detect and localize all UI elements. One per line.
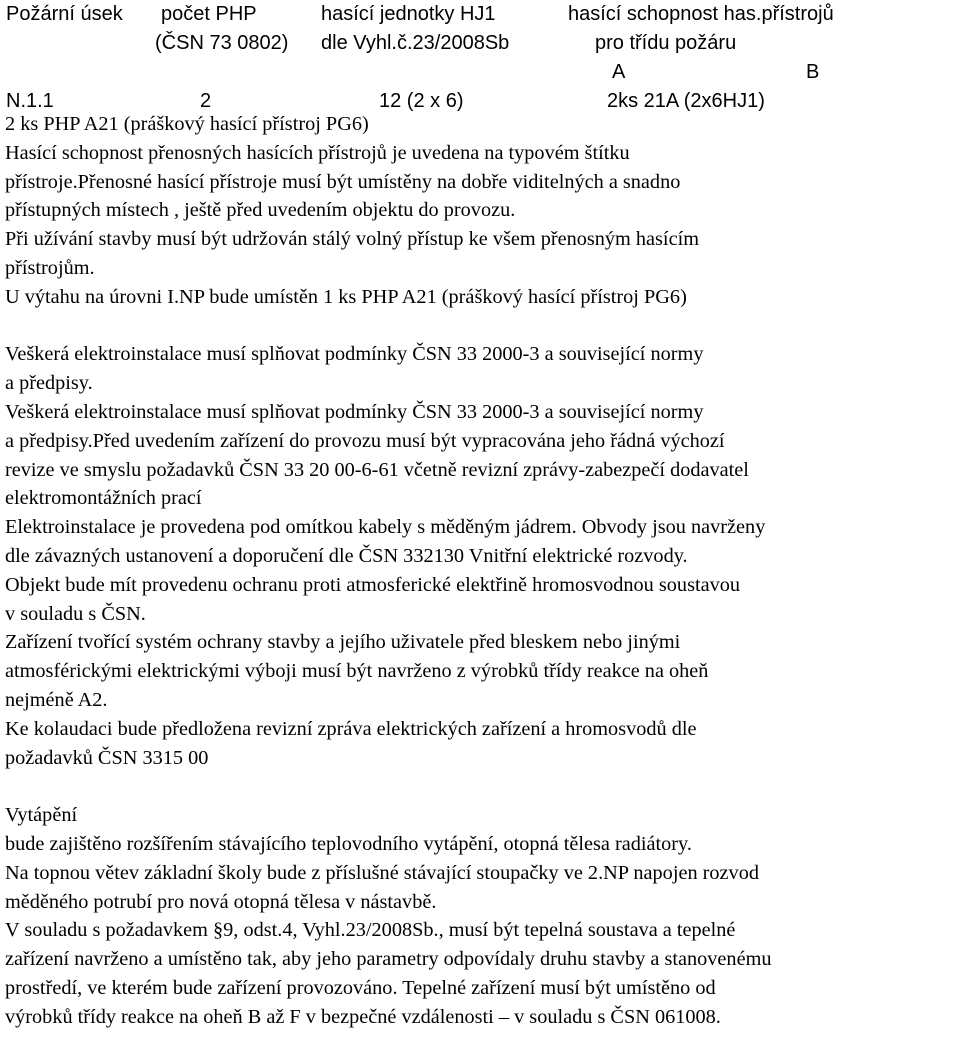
text-line: nejméně A2. <box>5 688 108 711</box>
text-line: Při užívání stavby musí být udržován stálý volný přístup ke všem přenosným hasícím <box>5 228 699 251</box>
header-pozarni-usek: Požární úsek <box>6 3 123 25</box>
text-line: atmosférickými elektrickými výboji musí být navrženo z výrobků třídy reakce na oheň <box>5 660 709 683</box>
text-line: U výtahu na úrovni I.NP bude umístěn 1 ks PHP A21 (práškový hasící přístroj PG6) <box>5 285 687 308</box>
header-hasici-jednotky: hasící jednotky HJ1 <box>321 3 496 25</box>
spacer <box>5 772 960 801</box>
text-line: měděného potrubí pro nová otopná tělesa v nástavbě. <box>5 890 437 913</box>
text-line: a předpisy.Před uvedením zařízení do provozu musí být vypracována jeho řádná výchozí <box>5 429 725 452</box>
text-line: elektromontážních prací <box>5 487 202 510</box>
header-class-a: A <box>612 61 626 83</box>
text-line: přístupných místech , ještě před uvedením objektu do provozu. <box>5 199 516 222</box>
text-line: požadavků ČSN 3315 00 <box>5 746 209 769</box>
document-body <box>5 110 960 1032</box>
text-line: v souladu s ČSN. <box>5 602 146 625</box>
header-dle-vyhl: dle Vyhl.č.23/2008Sb <box>321 32 510 54</box>
text-line: bude zajištěno rozšířením stávajícího teplovodního vytápění, otopná tělesa radiátory. <box>5 832 692 855</box>
row-jednotky: 12 (2 x 6) <box>379 90 464 112</box>
text-line: 2 ks PHP A21 (práškový hasící přístroj PG6) <box>5 113 369 135</box>
spacer <box>5 312 960 341</box>
text-line: prostředí, ve kterém bude zařízení provozováno. Tepelné zařízení musí být umístěno od <box>5 976 716 999</box>
text-line: dle závazných ustanovení a doporučení dle ČSN 332130 Vnitřní elektrické rozvody. <box>5 544 688 567</box>
header-hasici-schopnost: hasící schopnost has.přístrojů <box>568 3 834 25</box>
text-line: Veškerá elektroinstalace musí splňovat podmínky ČSN 33 2000-3 a související normy <box>5 343 704 366</box>
row-schopnost: 2ks 21A (2x6HJ1) <box>607 90 765 112</box>
text-line: výrobků třídy reakce na oheň B až F v bezpečné vzdálenosti – v souladu s ČSN 061008. <box>5 1005 721 1028</box>
text-line: Objekt bude mít provedenu ochranu proti atmosferické elektřině hromosvodnou soustavou <box>5 573 741 596</box>
text-line: Ke kolaudaci bude předložena revizní zpráva elektrických zařízení a hromosvodů dle <box>5 717 697 740</box>
header-csn: (ČSN 73 0802) <box>155 32 289 54</box>
text-line: a předpisy. <box>5 372 93 395</box>
text-line: přístroje.Přenosné hasící přístroje musí být umístěny na dobře viditelných a snadno <box>5 170 681 193</box>
section-heading-vytapeni: Vytápění <box>5 804 78 827</box>
text-line: Na topnou větev základní školy bude z příslušné stávající stoupačky ve 2.NP napojen rozvod <box>5 861 759 884</box>
text-line: Elektroinstalace je provedena pod omítkou kabely s měděným jádrem. Obvody jsou navrženy <box>5 516 766 539</box>
header-pocet-php: počet PHP <box>161 3 257 25</box>
text-line: Veškerá elektroinstalace musí splňovat podmínky ČSN 33 2000-3 a související normy <box>5 400 704 423</box>
header-class-b: B <box>806 61 820 83</box>
text-line: V souladu s požadavkem §9, odst.4, Vyhl.23/2008Sb., musí být tepelná soustava a tepelné <box>5 919 736 942</box>
text-line: zařízení navrženo a umístěno tak, aby jeho parametry odpovídaly druhu stavby a stanovenému <box>5 948 772 971</box>
text-line: Zařízení tvořící systém ochrany stavby a jejího uživatele před bleskem nebo jinými <box>5 631 681 654</box>
row-usek: N.1.1 <box>6 90 54 112</box>
row-pocet: 2 <box>200 90 212 112</box>
text-line: revize ve smyslu požadavků ČSN 33 20 00-6-61 včetně revizní zprávy-zabezpečí dodavatel <box>5 458 749 481</box>
header-pro-tridu: pro třídu požáru <box>595 32 737 54</box>
text-line: přístrojům. <box>5 256 95 279</box>
text-line: Hasící schopnost přenosných hasících přístrojů je uvedena na typovém štítku <box>5 141 630 164</box>
